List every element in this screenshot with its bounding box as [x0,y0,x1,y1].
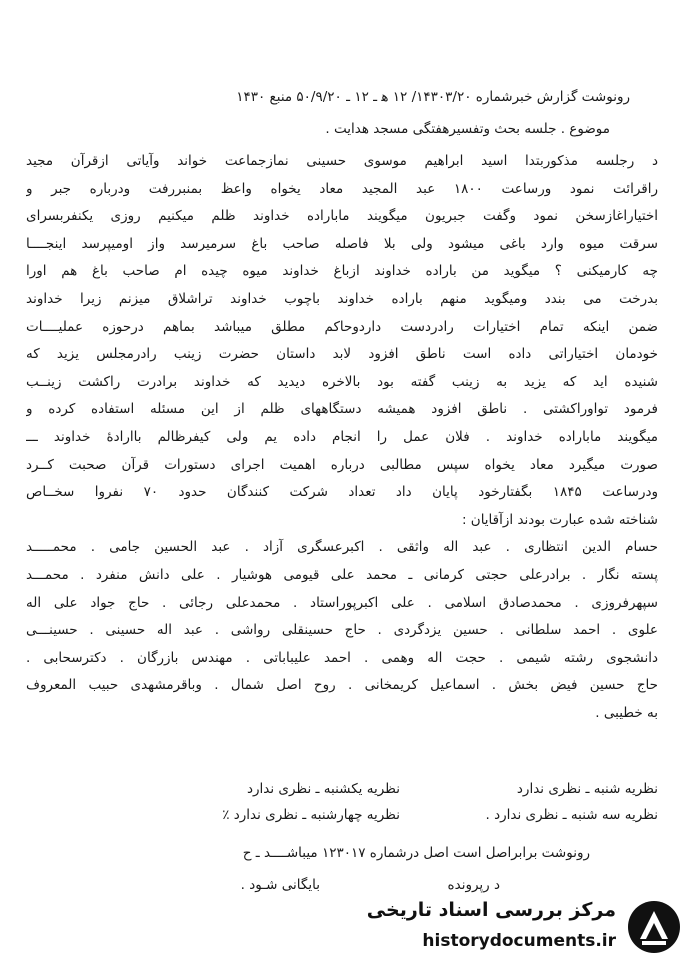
body-line: حاج حسین فیض بخش . اسماعیل کریمخانی . روح اصل شمال . وباقرمشهدی حبیب المعروف [26,677,658,694]
subject-line: موضوع . جلسه بحث وتفسیرهفتگی مسجد هدایت . [325,121,610,137]
body-line: حسام الدین انتظاری . عبد اله واثقی . اکبرعسگری آزاد . عبد الحسین جامی . محمـــــد [26,539,658,556]
filing-in-dossier: د رپرونده [447,877,500,893]
body-line: دانشجوی رشته شیمی . حجت اله وهمی . احمد علیباباتی . مهندس بازرگان . دکترسحابی . [26,649,658,666]
theory-tuesday: نظریه سه شنبه ـ نظری ندارد . [485,807,658,823]
body-line: علوی . احمد سلطانی . حسین یزدگردی . حاج حسینقلی رواشی . عبد اله حسینی . حسینـــی [26,622,658,639]
body-line: اختیاراغازسخن نمود وگفت جبریون میگویند ماباراده خداوند ظلم میکنیم روزی یکنفربسرای [26,208,658,225]
body-line: چه کارمیکنی ؟ میگوید من باراده خداوند ازباغ خداوند میوه چیده ام صاحب باغ هم اورا [26,263,658,280]
body-line: فرمود تواوراکشتی . ناطق افزود همیشه دستگاههای ظلم از این مسئله استفاده کرده و [26,401,658,418]
body-line: صورت میگیرد معاد یخواه سپس مطالبی درباره اهمیت اجرای دستورات قرآن صحبت کــرد [26,456,658,473]
body-line: شنیده اید که یزید به زینب گفته بود بالاخره دیدید که خداوند برادرت راکشت زینــب [26,373,658,390]
history-documents-center-logo-icon [626,899,682,955]
body-line: راقرائت نمود ورساعت ۱۸۰۰ عبد المجید معاد یخواه واعظ بمنبررفت ودرباره جبر و [26,180,658,197]
body-line: د رجلسه مذکوربتدا اسید ابراهیم موسوی حسینی نمازجماعت خواند وآیاتی ازقرآن مجید [26,153,658,169]
body-line: خودمان اختیاراتی داده است ناطق افزود لابد داستان حضرت زینب رادرمجلس یزید که [26,346,658,363]
body-line: شناخته شده عبارت بودند ازآقایان : [461,511,658,528]
body-line: ودرساعت ۱۸۴۵ بگفتارخود پایان داد تعداد شرکت کنندگان حدود ۷۰ نفروا سخــاص [26,484,658,501]
body-line: به خطیبی . [595,705,658,721]
body-line: سرقت میوه وارد باغی میشود ولی بلا فاصله صاحب باغ سرمیرسد واز اومیپرسد اینجــــا [26,235,658,252]
filing-archive: بایگانی شـود . [240,877,320,893]
theory-saturday: نظریه شنبه ـ نظری ندارد [516,781,658,797]
logo-url: historydocuments.ir [422,931,616,951]
body-line: میگویند ماباراده خداوند . فلان عمل را انجام داده یم ولی کیفرظالم باارادۀ خداوند ـــ [26,429,658,445]
copy-certification-note: رونوشت برابراصل است اصل درشماره ۱۲۳۰۱۷ میباشــــد ـ ح [242,845,590,861]
report-header-line: رونوشت گزارش خبرشماره ۱۴۳۰۳/۲۰/ ۱۲ ه‍ ـ ۱۲ ـ ۵۰/۹/۲۰ منبع ۱۴۳۰ [236,89,630,105]
theory-wednesday: نظریه چهارشنبه ـ نظری ندارد ٪ [222,807,400,823]
body-line: سپهرفروزی . محمدصادق اسلامی . علی اکبرپوراستاد . محمدعلی رجائی . حاج جواد علی اله [26,594,658,611]
logo-title: مرکز بررسی اسناد تاریخی [366,899,616,921]
body-line: پسته نگار . برادرعلی حجتی کرمانی ـ محمد علی قیومی هوشیار . علی دانش منفرد . محمـــد [26,567,658,583]
theory-sunday: نظریه یکشنبه ـ نظری ندارد [246,781,400,797]
body-line: ضمن اینکه تمام اختیارات رادردست داردوحاکم مطلق میباشد بماهم درحوزه ‌‌‌‌‌عملیــــات [26,318,658,335]
footer-logo [366,895,682,959]
body-line: بدرخت می بندد ومیگوید منهم باراده خداوند باچوب خداوند تراشلاق میزنم زیرا خداوند [26,291,658,307]
